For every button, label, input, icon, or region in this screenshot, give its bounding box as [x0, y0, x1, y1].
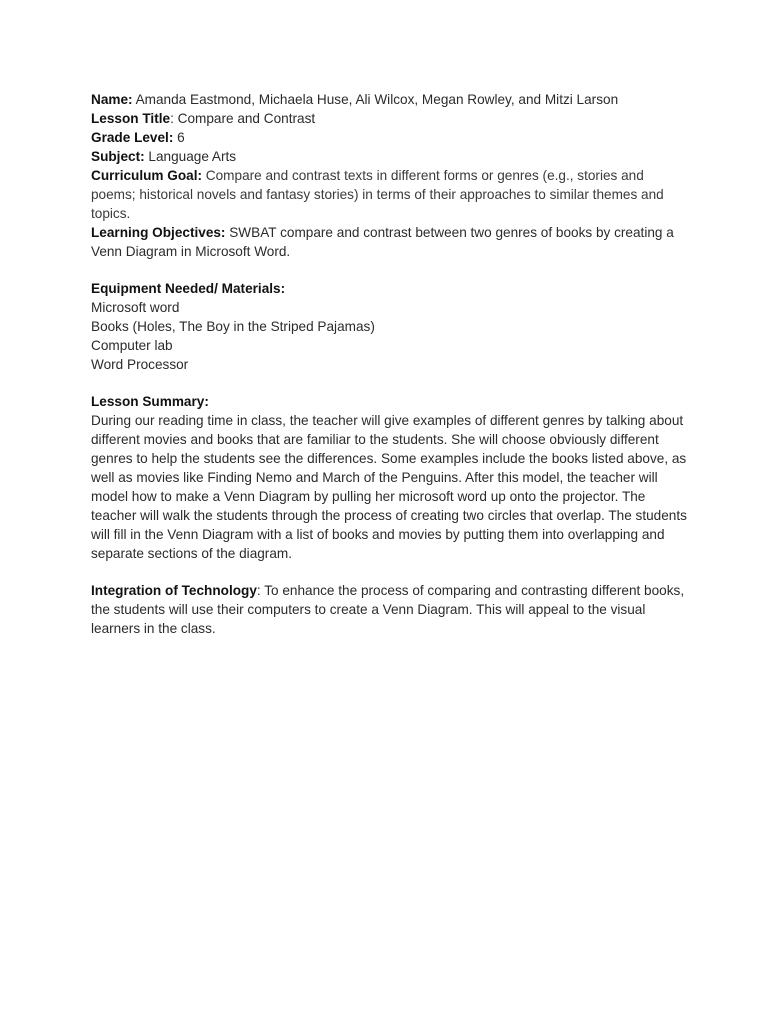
lesson-plan-document	[91, 90, 691, 638]
grade-level-label: Grade Level:	[91, 130, 174, 145]
summary-paragraph: During our reading time in class, the teacher will give examples of different genres by talking about different movies and books that are familiar to the students. She will choose obviously different genres to help the students see the differences. Some examples include the books listed above, as well as movies like Finding Nemo and March of the Penguins. After this model, the teacher will model how to make a Venn Diagram by pulling her microsoft word up onto the projector. The teacher will walk the students through the process of creating two circles that overlap. The students will fill in the Venn Diagram with a list of books and movies by putting them into overlapping and separate sections of the diagram.	[91, 413, 687, 561]
section-gap	[91, 374, 691, 392]
lesson-title-label: Lesson Title	[91, 111, 171, 126]
technology-text: : To enhance the process of comparing and contrasting different books, the students will use their computers to create a Venn Diagram. This will appeal to the visual learners in the class.	[91, 583, 685, 636]
learning-objectives-line	[91, 223, 691, 261]
section-gap	[91, 261, 691, 279]
section-gap	[91, 563, 691, 581]
subject-line	[91, 147, 691, 166]
technology-label: Integration of Technology	[91, 583, 257, 598]
grade-level-value: 6	[173, 130, 185, 145]
name-value: Amanda Eastmond, Michaela Huse, Ali Wilcox, Megan Rowley, and Mitzi Larson	[132, 92, 619, 107]
name-label: Name:	[91, 92, 133, 107]
subject-label: Subject:	[91, 149, 145, 164]
curriculum-goal-label: Curriculum Goal:	[91, 168, 203, 183]
materials-heading: Equipment Needed/ Materials:	[91, 281, 286, 296]
name-line	[91, 90, 691, 109]
materials-item: Microsoft word	[91, 300, 180, 315]
lesson-title-value: : Compare and Contrast	[170, 111, 316, 126]
curriculum-goal-value: Compare and contrast texts in different forms or genres (e.g., stories and poems; historical novels and fantasy stories) in terms of their approaches to similar themes and topics.	[91, 168, 664, 221]
curriculum-goal-line	[91, 166, 691, 223]
lesson-title-line	[91, 109, 691, 128]
materials-item: Word Processor	[91, 357, 189, 372]
materials-item: Computer lab	[91, 338, 173, 353]
materials-item: Books (Holes, The Boy in the Striped Pajamas)	[91, 319, 375, 334]
learning-objectives-label: Learning Objectives:	[91, 225, 226, 240]
subject-value: Language Arts	[144, 149, 237, 164]
summary-heading: Lesson Summary:	[91, 394, 209, 409]
technology-paragraph	[91, 581, 691, 638]
grade-level-line	[91, 128, 691, 147]
learning-objectives-value: SWBAT compare and contrast between two genres of books by creating a Venn Diagram in Microsoft Word.	[91, 225, 674, 259]
